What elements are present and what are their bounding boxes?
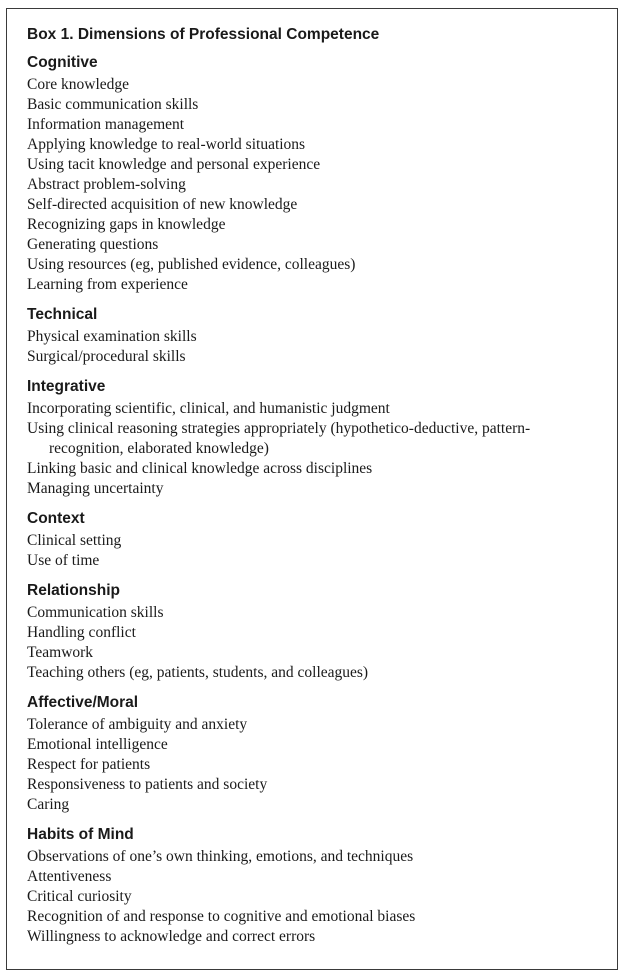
item-list: [27, 327, 599, 367]
list-item: Self-directed acquisition of new knowledge: [27, 196, 298, 213]
list-item: Clinical setting: [27, 532, 122, 549]
list-item: Use of time: [27, 552, 100, 569]
list-item: Core knowledge: [27, 76, 130, 93]
list-item: Incorporating scientific, clinical, and humanistic judgment: [27, 400, 390, 417]
list-item: Using tacit knowledge and personal experience: [27, 156, 321, 173]
section-technical: [27, 305, 599, 367]
item-list: [27, 399, 599, 499]
list-item: Physical examination skills: [27, 328, 197, 345]
list-item: Linking basic and clinical knowledge across disciplines: [27, 460, 373, 477]
section-heading: Cognitive: [27, 54, 98, 71]
section-heading: Habits of Mind: [27, 826, 134, 843]
list-item: Applying knowledge to real-world situations: [27, 136, 306, 153]
section-cognitive: [27, 53, 599, 295]
list-item: Managing uncertainty: [27, 480, 164, 497]
list-item: Tolerance of ambiguity and anxiety: [27, 716, 248, 733]
list-item: Basic communication skills: [27, 96, 199, 113]
section-affective-moral: [27, 693, 599, 815]
section-heading: Affective/Moral: [27, 694, 139, 711]
list-item: Willingness to acknowledge and correct errors: [27, 928, 316, 945]
sections-container: [27, 53, 599, 947]
section-heading: Relationship: [27, 582, 121, 599]
competence-box: [6, 8, 618, 970]
list-item: Information management: [27, 116, 185, 133]
list-item: Learning from experience: [27, 276, 188, 293]
item-list: [27, 603, 599, 683]
section-context: [27, 509, 599, 571]
list-item: Abstract problem-solving: [27, 176, 186, 193]
section-habits-of-mind: [27, 825, 599, 947]
list-item: Critical curiosity: [27, 888, 132, 905]
list-item: Respect for patients: [27, 756, 151, 773]
list-item: Using resources (eg, published evidence, colleagues): [27, 256, 356, 273]
list-item: Generating questions: [27, 236, 159, 253]
list-item: Observations of one’s own thinking, emotions, and techniques: [27, 848, 414, 865]
list-item: Communication skills: [27, 604, 164, 621]
box-title: Box 1. Dimensions of Professional Competence: [27, 26, 380, 43]
item-list: [27, 847, 599, 947]
list-item: Using clinical reasoning strategies appropriately (hypothetico-deductive, pattern-recognition, elaborated knowledge): [27, 420, 531, 457]
section-heading: Integrative: [27, 378, 106, 395]
list-item: Responsiveness to patients and society: [27, 776, 268, 793]
list-item: Surgical/procedural skills: [27, 348, 186, 365]
list-item: Teamwork: [27, 644, 94, 661]
section-heading: Technical: [27, 306, 98, 323]
list-item: Caring: [27, 796, 70, 813]
section-heading: Context: [27, 510, 85, 527]
section-integrative: [27, 377, 599, 499]
list-item: Attentiveness: [27, 868, 112, 885]
list-item: Emotional intelligence: [27, 736, 168, 753]
item-list: [27, 531, 599, 571]
list-item: Teaching others (eg, patients, students, and colleagues): [27, 664, 369, 681]
section-relationship: [27, 581, 599, 683]
item-list: [27, 715, 599, 815]
list-item: Handling conflict: [27, 624, 136, 641]
list-item: Recognizing gaps in knowledge: [27, 216, 226, 233]
list-item: Recognition of and response to cognitive and emotional biases: [27, 908, 416, 925]
item-list: [27, 75, 599, 295]
